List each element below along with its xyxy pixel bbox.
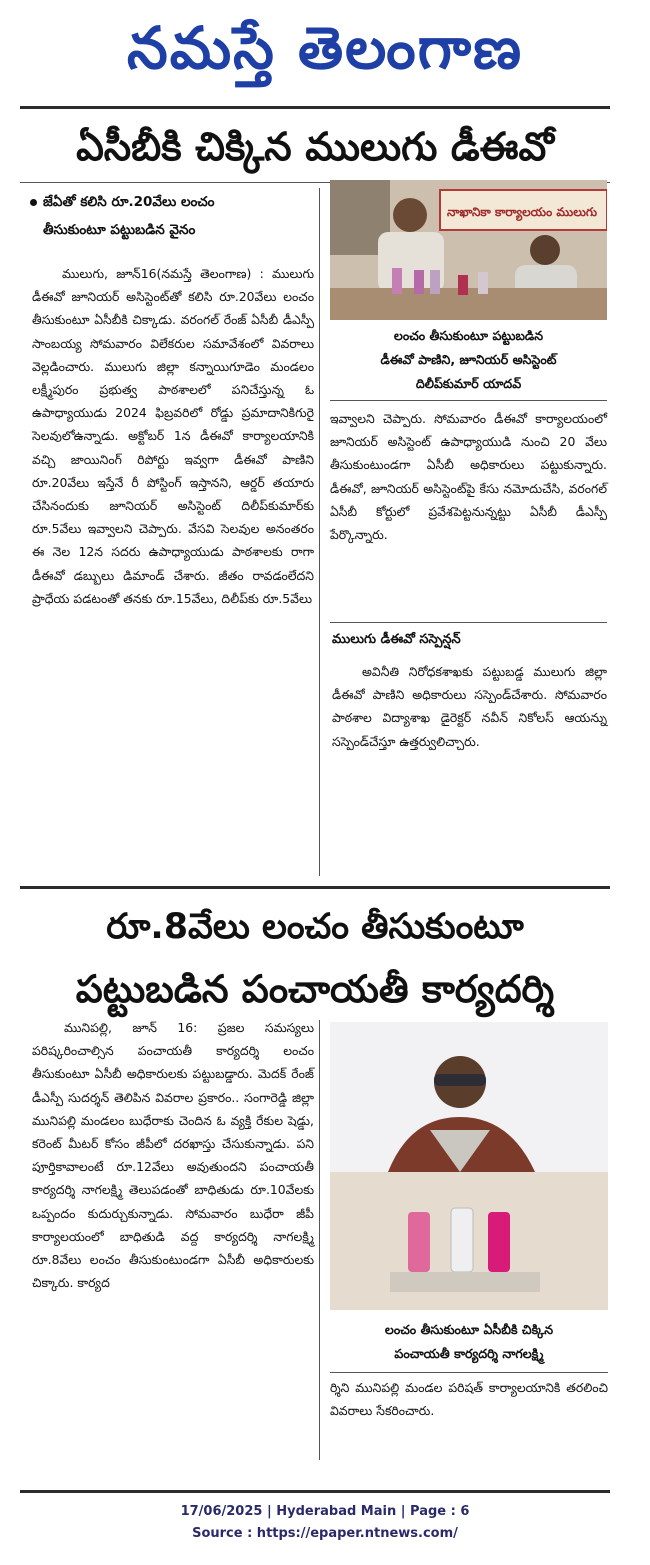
story1-caption-line3: దిలీప్‌కుమార్ యాదవ్: [415, 376, 522, 391]
story1-body-left: ములుగు, జూన్16(నమస్తే తెలంగాణ) : ములుగు డీఈవో జూనియర్ అసిస్టెంట్‌తో కలిసి రూ.20వేలు లంచం తీసుకుంటూ ఏసీబీకి చిక్కాడు. వరంగల్ రేంజ్ ఏసీబీ డీఎస్పీ సాంబయ్య సోమవారం విలేకరుల సమావేశంలో వివరాలు వెల్లడించారు. ములుగు జిల్లా కన్నాయిగూడెం మండలం లక్ష్మీపురం ప్రభుత్వ పాఠశాలలో పనిచేస్తున్న ఓ ఉపాధ్యాయుడు 2024 ఫిబ్రవరిలో రోడ్డు ప్రమాదానికిగురై సెలవులోఉన్నాడు. అక్టోబర్ 1న డీఈవో కార్యాలయానికి వచ్చి జాయినింగ్ రిపోర్టు ఇవ్వగా డీఈవో పాణిని రూ.20వేలు ఇస్తేనే రీ పోస్టింగ్ ఇస్తానని, ఆర్డర్ తయారు చేసినందుకు జూనియర్ అసిస్టెంట్ దిలీప్‌కుమార్‌కు రూ.5వేలు ఇవ్వాలని చెప్పారు. వేసవి సెలవుల అనంతరం ఈ నెల 12న సదరు ఉపాధ్యాయుడు పాఠశాలకు రాగా డీఈవో డబ్బులు డిమాండ్ చేశారు. జీతం రావడంలేదని ప్రాధేయ పడటంతో తనకు రూ.15వేలు, దిలీప్‌కు రూ.5వేలు: [32, 266, 314, 606]
story1-photo-caption: [330, 324, 607, 396]
story1-subhead-line1: జేఏతో కలిసి రూ.20వేలు లంచం: [43, 194, 215, 210]
story1-photo: [330, 180, 607, 320]
story2-headline: [20, 896, 610, 1020]
story2-headline-line2: పట్టుబడిన పంచాయతీ కార్యదర్శి: [75, 967, 555, 1011]
section-divider: [20, 886, 610, 889]
secretary-photo-illustration: [330, 1022, 608, 1310]
story1-subhead: [30, 188, 315, 244]
story2-body-left: మునిపల్లి, జూన్ 16: ప్రజల సమస్యలు పరిష్కరించాల్సిన పంచాయతీ కార్యదర్శి లంచం తీసుకుంటూ ఏసీబీ అధికారులకు పట్టుబడ్డారు. మెదక్ రేంజ్ డీఎస్పీ సుదర్శన్ తెలిపిన వివరాల ప్రకారం.. సంగారెడ్డి జిల్లా మునిపల్లి మండలం బుధేరాకు చెందిన ఓ వ్యక్తి రేకుల షెడ్డు, కరెంట్ మీటర్ కోసం జీపీలో దరఖాస్తు చేసుకున్నాడు. పని పూర్తికావాలంటే రూ.12వేలు అవుతుందని పంచాయతీ కార్యదర్శి నాగలక్ష్మి తెలుపడంతో బాధితుడు రూ.10వేలకు ఒప్పందం కుదుర్చుకున్నాడు. సోమవారం బుధేరా జీపీ కార్యాలయంలో బాధితుడి వద్ద కార్యదర్శి నాగలక్ష్మి రూ.8వేలు లంచం తీసుకుంటుండగా ఏసీబీ అధికారులకు చిక్కారు. కార్యద: [32, 1020, 314, 1291]
story1-side-heading: ములుగు డీఈవో సస్పెన్షన్: [332, 632, 461, 647]
newspaper-title: నమస్తే తెలంగాణ: [127, 14, 523, 82]
story2-caption-line2: పంచాయతీ కార్యదర్శి నాగలక్ష్మి: [394, 1346, 544, 1361]
bottom-rule: [20, 1490, 610, 1493]
footer-source-link[interactable]: Source : https://epaper.ntnews.com/: [192, 1526, 458, 1541]
story1-caption-rule: [330, 400, 607, 401]
bullet-icon: [30, 199, 37, 206]
masthead-rule: [20, 106, 610, 109]
officials-photo-illustration: [330, 180, 607, 320]
story1-headline: ఏసీబీకి చిక్కిన ములుగు డీఈవో: [76, 125, 554, 170]
story1-caption-line2: డీఈవో పాణిని, జూనియర్ అసిస్టెంట్: [380, 352, 557, 367]
footer-date-page: 17/06/2025 | Hyderabad Main | Page : 6: [180, 1504, 470, 1519]
office-banner-text: నాఖానికా కార్యాలయం ములుగు: [446, 205, 598, 219]
story1-side-rule: [330, 622, 607, 623]
story2-photo: [330, 1022, 608, 1310]
story2-photo-caption: [330, 1318, 608, 1366]
story1-side-body: అవినీతి నిరోధకశాఖకు పట్టుబడ్డ ములుగు జిల్లా డీఈవో పాణిని అధికారులు సస్పెండ్‌చేశారు. సోమవారం పాఠశాల విద్యాశాఖ డైరెక్టర్ నవీన్ నికోలస్ ఆయన్ను సస్పెండ్‌చేస్తూ ఉత్తర్వులిచ్చారు.: [332, 664, 607, 749]
story2-column-divider: [319, 1020, 320, 1460]
story1-body-right: ఇవ్వాలని చెప్పారు. సోమవారం డీఈవో కార్యాలయంలో జూనియర్ అసిస్టెంట్ ఉపాధ్యాయుడి నుంచి 20 వేలు తీసుకుంటుండగా ఏసీబీ అధికారులు పట్టుకున్నారు. డీఈవో, జూనియర్ అసిస్టెంట్‌పై కేసు నమోదుచేసి, వరంగల్ ఏసీబీ కోర్టులో ప్రవేశపెట్టనున్నట్టు ఏసీబీ డీఎస్పీ పేర్కొన్నారు.: [330, 411, 607, 543]
story2-caption-line1: లంచం తీసుకుంటూ ఏసీబీకి చిక్కిన: [384, 1322, 554, 1337]
story2-headline-line1: రూ.8వేలు లంచం తీసుకుంటూ: [106, 907, 524, 947]
story1-subhead-line2: తీసుకుంటూ పట్టుబడిన వైనం: [43, 222, 196, 238]
story2-body-right: ర్శిని మునిపల్లి మండల పరిషత్ కార్యాలయానికి తరలించి వివరాలు సేకరించారు.: [330, 1380, 608, 1419]
masthead: [0, 0, 650, 96]
story2-caption-rule: [330, 1372, 608, 1373]
story1-column-divider: [319, 188, 320, 876]
story1-caption-line1: లంచం తీసుకుంటూ పట్టుబడిన: [393, 328, 544, 343]
